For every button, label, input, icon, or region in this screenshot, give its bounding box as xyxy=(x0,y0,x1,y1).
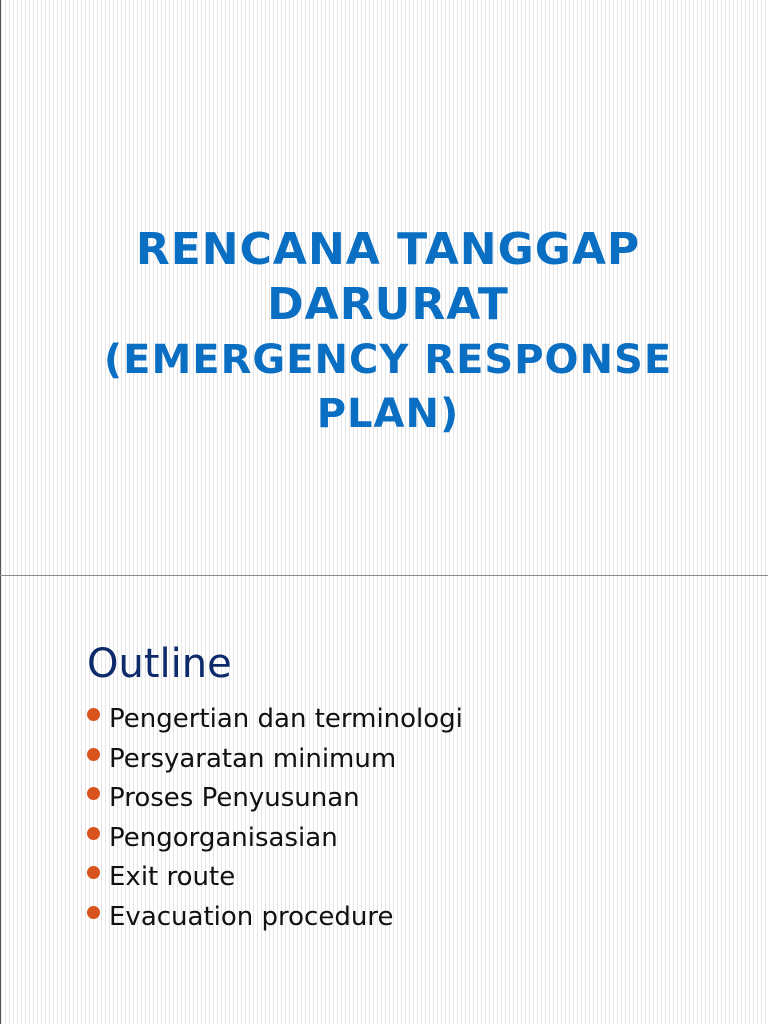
bullet-dot-icon xyxy=(87,787,100,800)
list-item-text: Persyaratan minimum xyxy=(109,743,397,774)
bullet-dot-icon xyxy=(87,827,100,840)
slide-outline xyxy=(0,576,768,1024)
list-item-text: Proses Penyusunan xyxy=(109,783,360,813)
subtitle-line-1: (EMERGENCY RESPONSE xyxy=(103,337,673,383)
bullet-dot-icon xyxy=(87,708,100,721)
list-item-text: Pengorganisasian xyxy=(109,822,338,853)
list-item-text: Evacuation procedure xyxy=(109,901,394,932)
list-item-text: Exit route xyxy=(109,862,236,892)
bullet-dot-icon xyxy=(87,748,100,761)
bullet-dot-icon xyxy=(87,906,100,919)
title-line-2: DARURAT xyxy=(267,279,509,330)
list-item-text: Pengertian dan terminologi xyxy=(109,704,463,734)
title-line-1: RENCANA TANGGAP xyxy=(135,224,641,275)
title-block xyxy=(41,222,735,440)
bullet-dot-icon xyxy=(87,866,100,879)
outline-heading: Outline xyxy=(87,641,232,687)
subtitle-line-2: PLAN) xyxy=(316,391,460,437)
